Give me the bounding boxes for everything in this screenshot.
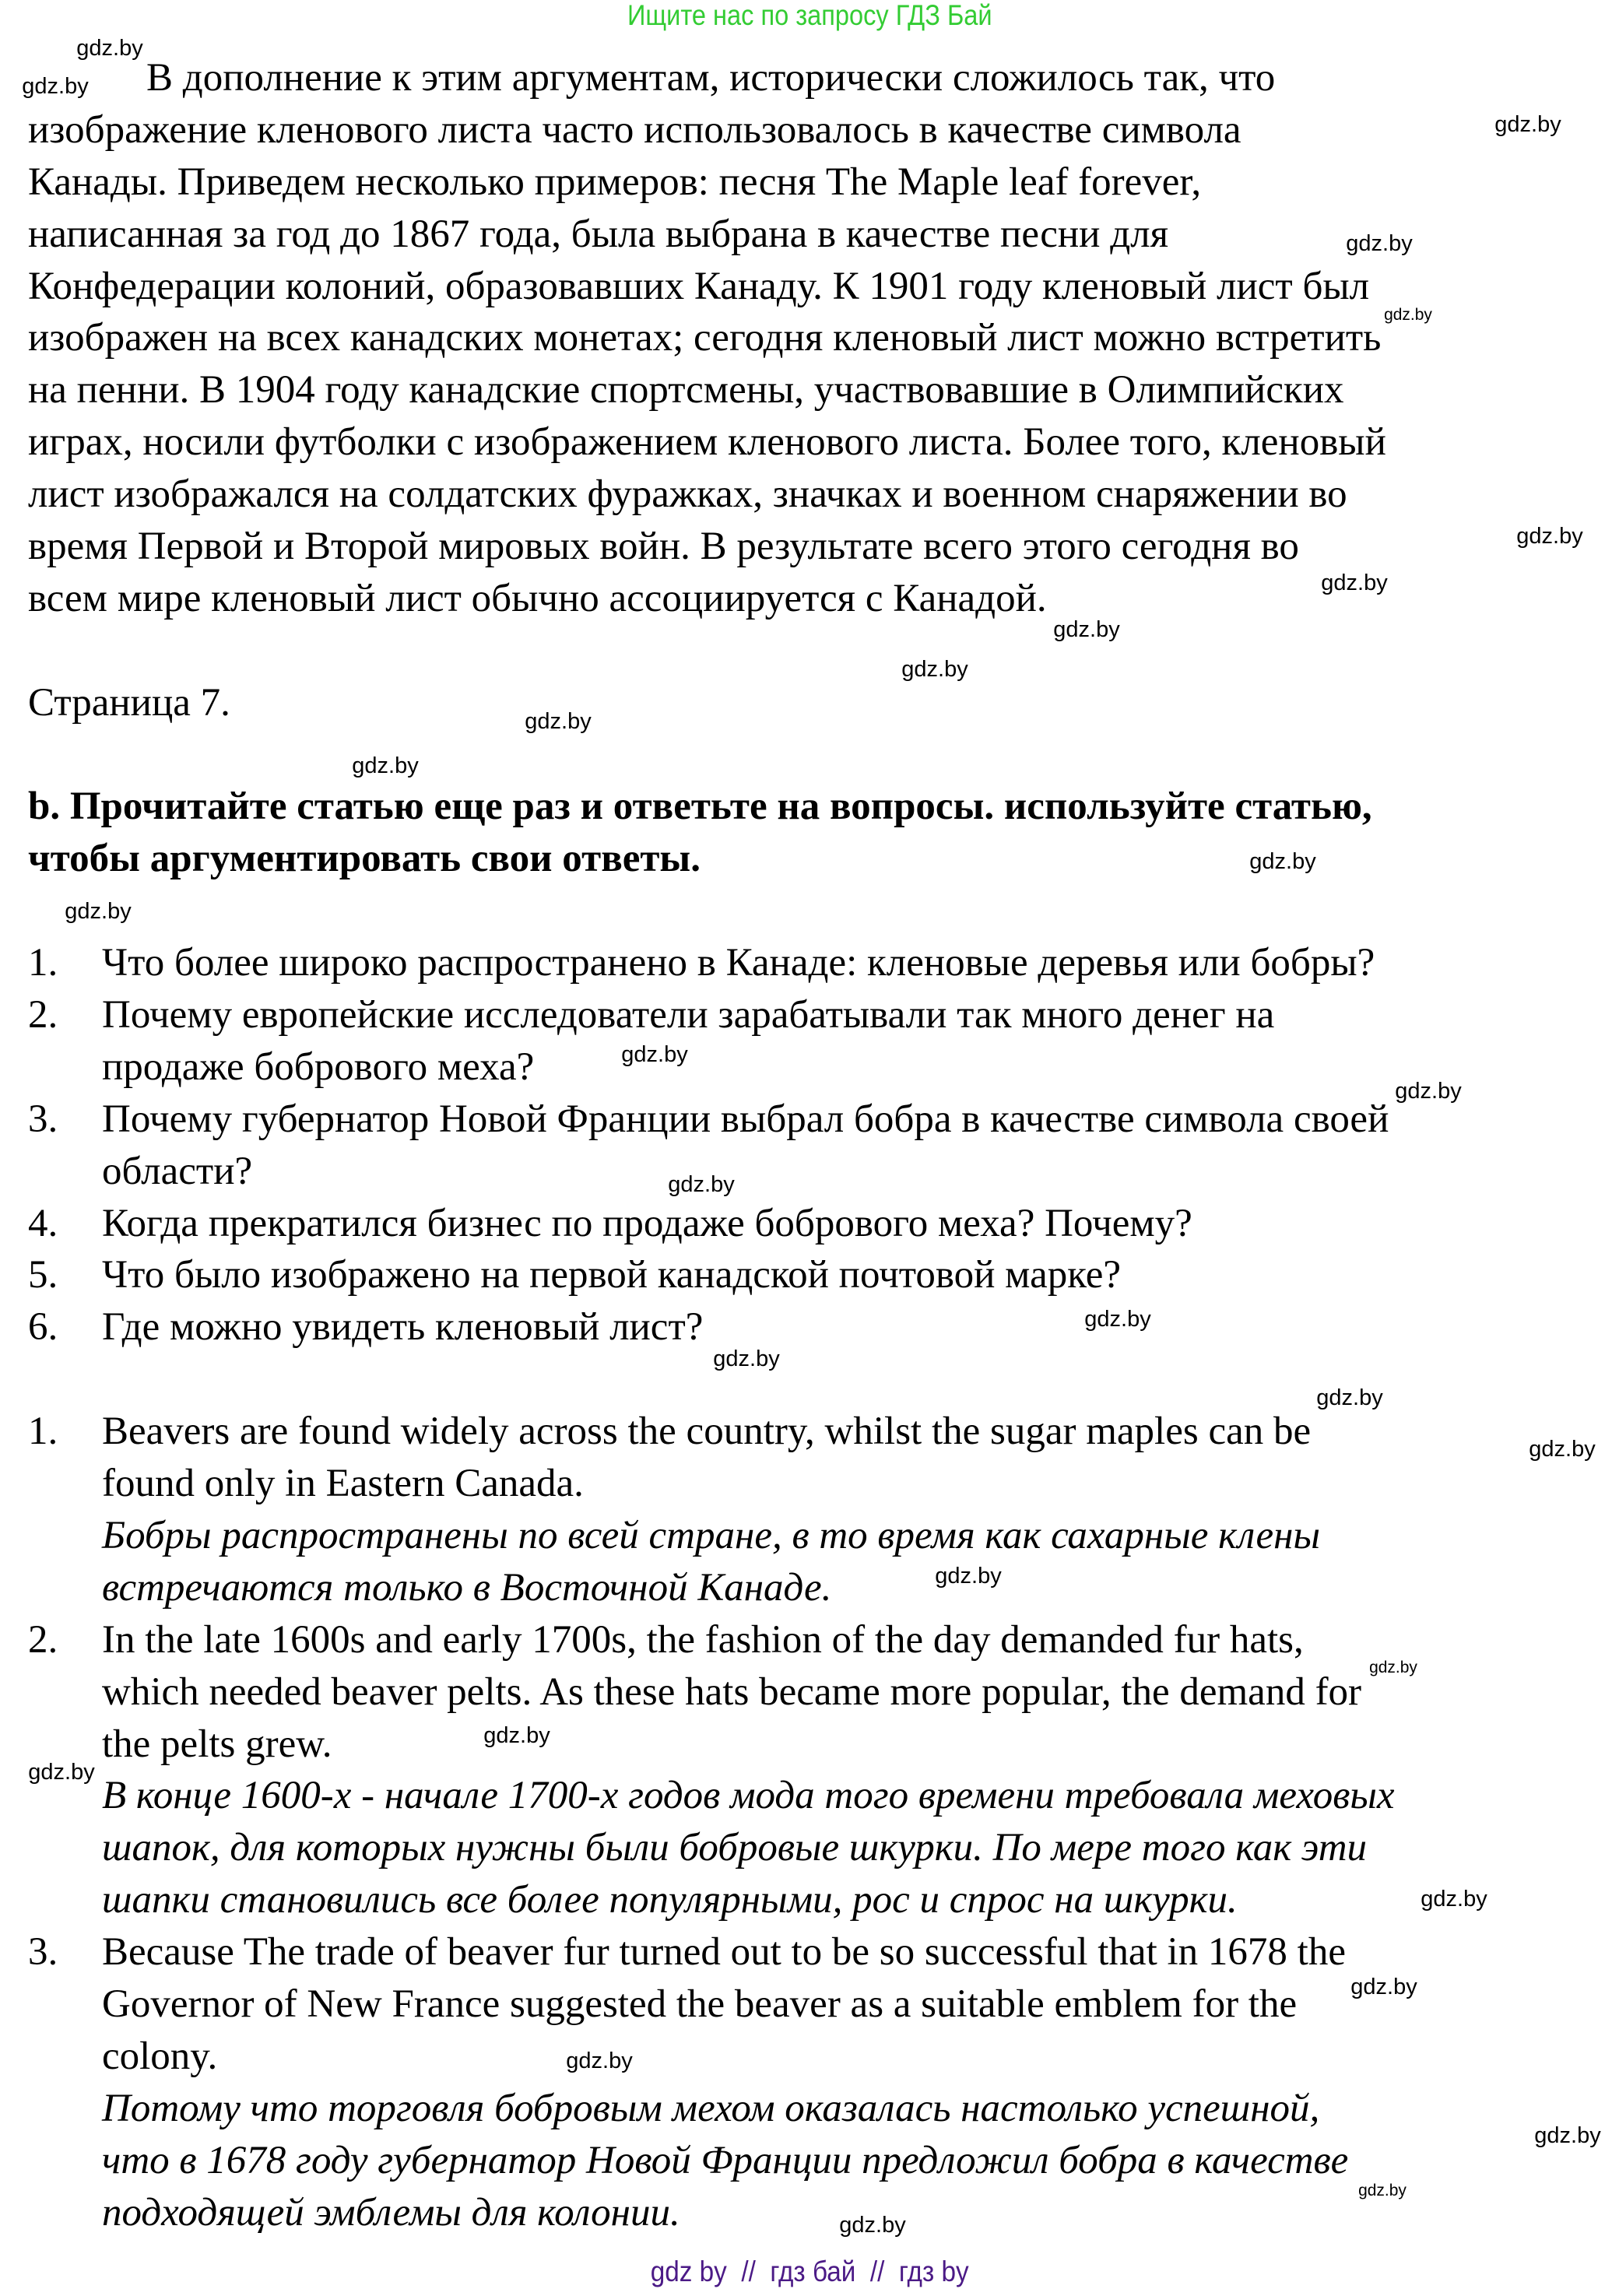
watermark: gdz.by (1316, 1385, 1383, 1410)
watermark: gdz.by (1084, 1306, 1151, 1332)
line-text: Почему европейские исследователи зарабатывали так много денег на (102, 993, 1275, 1037)
watermark: gdz.by (1534, 2122, 1601, 2148)
question-line (28, 1301, 1608, 1353)
line-text: Because The trade of beaver fur turned out to be so successful that in 1678 the (102, 1930, 1346, 1975)
document-body (28, 52, 1608, 2238)
watermark: gdz.by (1384, 305, 1432, 324)
line-text: шапки становились все более популярными, рос и спрос на шкурки. (102, 1878, 1238, 1922)
item-number: 6. (28, 1305, 58, 1350)
question-line (28, 1146, 1608, 1198)
watermark: gdz.by (621, 1041, 688, 1067)
line-text: Beavers are found widely across the country, whilst the sugar maples can be (102, 1410, 1312, 1454)
spacer (28, 729, 1608, 781)
watermark: gdz.by (839, 2212, 906, 2238)
task-heading-line (28, 833, 1608, 885)
line-text: всем мире кленовый лист обычно ассоциируется с Канадой. (28, 576, 1047, 620)
watermark: gdz.by (1350, 1974, 1417, 1999)
watermark: gdz.by (22, 73, 89, 99)
line-text: изображен на всех канадских монетах; сегодня кленовый лист можно встретить (28, 316, 1382, 360)
watermark: gdz.by (76, 35, 143, 61)
line-text: which needed beaver pelts. As these hats became more popular, the demand for (102, 1669, 1362, 1714)
line-text: подходящей эмблемы для колонии. (102, 2190, 680, 2235)
watermark: gdz.by (1369, 1658, 1417, 1676)
answer-russian-line (28, 1510, 1608, 1562)
line-text: Конфедерации колоний, образовавших Канаду. К 1901 году кленовый лист был (28, 264, 1370, 308)
line-text: found only in Eastern Canada. (102, 1462, 584, 1506)
line-text: colony. (102, 2034, 218, 2078)
watermark: gdz.by (1516, 523, 1583, 549)
answer-english-line (28, 2031, 1608, 2083)
watermark: gdz.by (1249, 848, 1316, 874)
line-text: играх, носили футболки с изображением кленового листа. Более того, кленовый (28, 420, 1386, 465)
watermark: gdz.by (1321, 570, 1388, 595)
line-text: Почему губернатор Новой Франции выбрал бобра в качестве символа своей (102, 1097, 1389, 1141)
question-line (28, 1249, 1608, 1301)
answer-russian-line (28, 1770, 1608, 1822)
line-text: Страница 7. (28, 680, 230, 725)
page-label (28, 677, 1608, 729)
line-text: время Первой и Второй мировых войн. В результате всего этого сегодня во (28, 525, 1299, 569)
watermark: gdz.by (352, 753, 419, 778)
intro-line (28, 364, 1608, 416)
footer-text: gdz by // гдз бай // гдз by (650, 2256, 969, 2287)
watermark: gdz.by (65, 898, 132, 924)
spacer (28, 885, 1608, 937)
intro-line (28, 312, 1608, 364)
intro-line (28, 416, 1608, 469)
line-text: the pelts grew. (102, 1722, 332, 1766)
line-text: Что более широко распространено в Канаде: кленовые деревья или бобры? (102, 941, 1375, 985)
intro-line (28, 469, 1608, 521)
watermark: gdz.by (1494, 111, 1561, 137)
line-text: продаже бобрового меха? (102, 1044, 535, 1089)
intro-line (28, 104, 1608, 156)
answer-russian-line (28, 2135, 1608, 2187)
line-text: изображение кленового листа часто использовалось в качестве символа (28, 107, 1241, 152)
watermark: gdz.by (1421, 1886, 1487, 1912)
task-heading-line (28, 781, 1608, 833)
line-text: чтобы аргументировать свои ответы. (28, 837, 701, 881)
question-line (28, 989, 1608, 1041)
watermark: gdz.by (1053, 616, 1120, 642)
item-number: 1. (28, 1410, 58, 1454)
answer-russian-line (28, 2083, 1608, 2135)
item-number: 4. (28, 1201, 58, 1245)
watermark: gdz.by (566, 2048, 633, 2073)
answer-russian-line (28, 1874, 1608, 1926)
search-hint-banner (0, 0, 1619, 31)
line-text: лист изображался на солдатских фуражках, значках и военном снаряжении во (28, 472, 1347, 517)
answer-russian-line (28, 1822, 1608, 1874)
line-text: Канады. Приведем несколько примеров: песня The Maple leaf forever, (28, 160, 1202, 204)
line-text: Где можно увидеть кленовый лист? (102, 1305, 704, 1350)
line-text: В дополнение к этим аргументам, исторически сложилось так, что (146, 56, 1276, 100)
answer-english-line (28, 1458, 1608, 1510)
line-text: Бобры распространены по всей стране, в то время как сахарные клены (102, 1513, 1320, 1557)
watermark: gdz.by (525, 708, 592, 734)
watermark: gdz.by (1346, 230, 1413, 256)
question-line (28, 1041, 1608, 1094)
line-text: В конце 1600-х - начале 1700-х годов мода того времени требовала меховых (102, 1774, 1395, 1818)
line-text: на пенни. В 1904 году канадские спортсмены, участвовавшие в Олимпийских (28, 368, 1344, 413)
line-text: Governor of New France suggested the beaver as a suitable emblem for the (102, 1982, 1298, 2026)
answer-russian-line (28, 1562, 1608, 1614)
line-text: встречаются только в Восточной Канаде. (102, 1565, 832, 1610)
line-text: шапок, для которых нужны были бобровые шкурки. По мере того как эти (102, 1826, 1368, 1870)
line-text: Когда прекратился бизнес по продаже бобрового меха? Почему? (102, 1201, 1192, 1245)
watermark: gdz.by (935, 1563, 1002, 1589)
line-text: что в 1678 году губернатор Новой Франции предложил бобра в качестве (102, 2138, 1349, 2182)
watermark: gdz.by (901, 656, 968, 682)
watermark: gdz.by (668, 1171, 735, 1197)
line-text: b. Прочитайте статью еще раз и ответьте на вопросы. используйте статью, (28, 785, 1372, 829)
intro-line (28, 52, 1608, 104)
spacer (28, 625, 1608, 677)
intro-line (28, 156, 1608, 209)
line-text: In the late 1600s and early 1700s, the fashion of the day demanded fur hats, (102, 1617, 1304, 1662)
watermark: gdz.by (483, 1722, 550, 1748)
watermark: gdz.by (713, 1346, 780, 1371)
question-line (28, 1094, 1608, 1146)
item-number: 3. (28, 1930, 58, 1975)
question-line (28, 1198, 1608, 1250)
answer-english-line (28, 1926, 1608, 1978)
footer-banner (0, 2256, 1619, 2288)
item-number: 2. (28, 993, 58, 1037)
watermark: gdz.by (28, 1759, 95, 1785)
question-line (28, 937, 1608, 989)
item-number: 1. (28, 941, 58, 985)
watermark: gdz.by (1529, 1436, 1596, 1462)
answer-english-line (28, 1718, 1608, 1771)
line-text: Потому что торговля бобровым мехом оказалась настолько успешной, (102, 2086, 1320, 2130)
item-number: 3. (28, 1097, 58, 1141)
item-number: 2. (28, 1617, 58, 1662)
search-hint-text: Ищите нас по запросу ГДЗ Бай (627, 0, 992, 31)
item-number: 5. (28, 1253, 58, 1297)
intro-line (28, 521, 1608, 573)
watermark: gdz.by (1395, 1078, 1462, 1104)
intro-line (28, 261, 1608, 313)
watermark: gdz.by (1358, 2181, 1407, 2199)
answer-english-line (28, 1406, 1608, 1458)
line-text: области? (102, 1149, 253, 1193)
line-text: Что было изображено на первой канадской почтовой марке? (102, 1253, 1122, 1297)
line-text: написанная за год до 1867 года, была выбрана в качестве песни для (28, 212, 1169, 256)
